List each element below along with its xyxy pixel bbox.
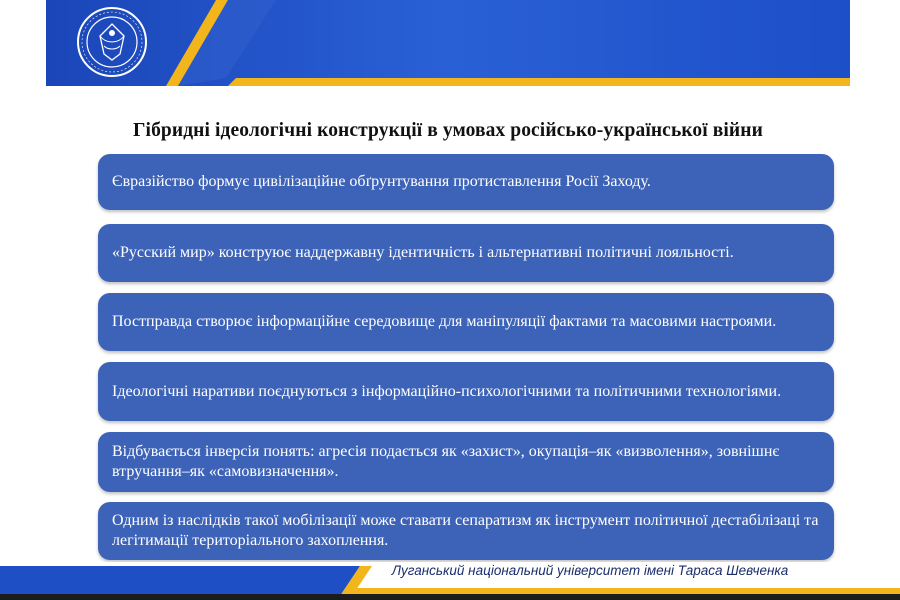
- list-item: [98, 432, 834, 492]
- university-seal-icon: [76, 6, 148, 78]
- item-text: «Русский мир» конструює наддержавну ідентичність і альтернативні політичні лояльності.: [112, 244, 734, 261]
- list-item: [98, 293, 834, 351]
- list-item: [98, 362, 834, 421]
- item-text: Ідеологічні наративи поєднуються з інформаційно-психологічними та політичними технологіями.: [112, 382, 782, 400]
- item-text: Відбувається інверсія понять: агресія подається як «захист», окупація–як «визволення», зовнішнє втручання–як «самовизначення».: [112, 443, 780, 480]
- slide-title: Гібридні ідеологічні конструкції в умовах російсько-української війни: [133, 120, 763, 141]
- bottom-strip: [0, 594, 900, 600]
- list-item: [98, 154, 834, 210]
- item-text: Євразійство формує цивілізаційне обґрунтування протиставлення Росії Заходу.: [112, 173, 651, 190]
- list-item: [98, 502, 834, 560]
- footer-university-name: Луганський національний університет імені Тараса Шевченка: [391, 563, 789, 578]
- item-text: Одним із наслідків такої мобілізації може ставати сепаратизм як інструмент політичної дестабілізаці та легітимації територіального захоплення.: [112, 512, 819, 549]
- header-banner: [46, 0, 850, 86]
- list-item: [98, 224, 834, 282]
- item-text: Постправда створює інформаційне середовище для маніпуляції фактами та масовими настроями.: [112, 313, 777, 330]
